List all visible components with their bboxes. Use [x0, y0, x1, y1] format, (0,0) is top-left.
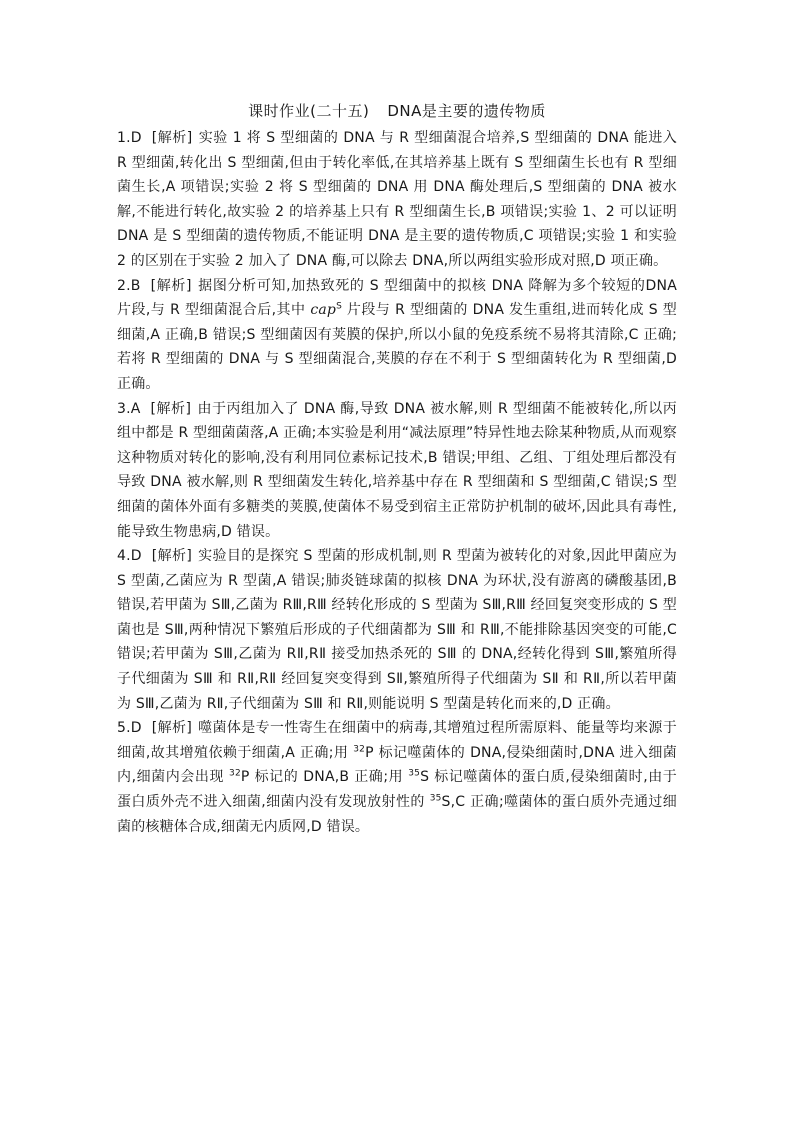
analysis-tag: [解析] [151, 720, 192, 737]
analysis-text: S,C 正确;噬菌体的蛋白质外壳通过细菌的核糖体合成,细菌无内质网,D 错误。 [117, 794, 677, 835]
answer-number: 4.D [117, 548, 142, 565]
title-lesson: 课时作业(二十五) [248, 102, 370, 120]
answer-number: 3.A [117, 400, 141, 417]
superscript: 32 [229, 768, 241, 779]
answer-item [117, 544, 677, 716]
analysis-text: 实验目的是探究 S 型菌的形成机制,则 R 型菌为被转化的对象,因此甲菌应为 S 型菌,乙菌应为 R 型菌,A 错误;肺炎链球菌的拟核 DNA 为环状,没有游离的磷酸基团,B 错误,若甲菌为 SⅢ,乙菌为 RⅢ,RⅢ 经转化形成的 S 型菌为 SⅢ,RⅢ 经回复突变形成的 S 型菌也是 SⅢ,两种情况下繁殖后形成的子代细菌都为 SⅢ 和 RⅢ,不能排除基因突变的可能,C 错误;若甲菌为 SⅢ,乙菌为 RⅡ,RⅡ 接受加热杀死的 SⅢ 的 DNA,经转化得到 SⅢ,繁殖所得子代细菌为 SⅢ 和 RⅡ,RⅡ 经回复突变得到 SⅡ,繁殖所得子代细菌为 SⅡ 和 RⅡ,所以若甲菌为 SⅢ,乙菌为 RⅡ,子代细菌为 SⅢ 和 RⅡ,则能说明 S 型菌是转化而来的,D 正确。 [117, 548, 677, 712]
superscript: 35 [429, 793, 442, 804]
analysis-tag: [解析] [151, 130, 193, 146]
analysis-tag: [解析] [151, 548, 192, 565]
analysis-text: S 标记噬菌体的蛋白质,侵染细菌时,由于蛋白质外壳不进入细菌,细菌内没有发现放射性的 [117, 769, 677, 811]
italic-term: cap [310, 302, 337, 319]
analysis-text: 实验 1 将 S 型细菌的 DNA 与 R 型细菌混合培养,S 型细菌的 DNA 能进入 R 型细菌,转化出 S 型细菌,但由于转化率低,在其培养基上既有 S 型细菌生长也有 R 型细菌生长,A 项错误;实验 2 将 S 型细菌的 DNA 用 DNA 酶处理后,S 型细菌的 DNA 被水解,不能进行转化,故实验 2 的培养基上只有 R 型细菌生长,B 项错误;实验 1、2 可以证明 DNA 是 S 型细菌的遗传物质,不能证明 DNA 是主要的遗传物质,C 项错误;实验 1 和实验 2 的区别在于实验 2 加入了 DNA 酶,可以除去 DNA,所以两组实验形成对照,D 项正确。 [117, 130, 677, 269]
answer-number: 5.D [117, 720, 142, 737]
analysis-text: 噬菌体是专一性寄生在细菌中的病毒,其增殖过程所需原料、能量等均来源于细菌,故其增殖依赖于细菌,A 正确;用 [117, 720, 677, 761]
superscript: S [336, 301, 343, 312]
answer-item [117, 274, 677, 397]
analysis-tag: [解析] [150, 277, 192, 294]
answer-number: 1.D [117, 130, 142, 146]
analysis-text: P 标记的 DNA,B 正确;用 [240, 769, 409, 786]
document-page [117, 98, 677, 839]
answer-item [117, 126, 677, 274]
analysis-tag: [解析] [150, 400, 192, 417]
analysis-text: 片段与 R 型细菌的 DNA 发生重组,进而转化成 S 型细菌,A 正确,B 错误;S 型细菌因有荚膜的保护,所以小鼠的免疫系统不易将其清除,C 正确;若将 R 型细菌的 DNA 与 S 型细菌混合,荚膜的存在不利于 S 型细菌转化为 R 型细菌,D 正确。 [117, 302, 677, 392]
analysis-text: 据图分析可知,加热致死的 S 型细菌中的拟核 DNA 降解为多个较短的DNA 片段,与 R 型细菌混合后,其中 [117, 277, 677, 319]
answer-number: 2.B [117, 277, 141, 294]
answer-item [117, 397, 677, 545]
answer-list [117, 126, 677, 839]
page-title [117, 98, 677, 124]
title-topic: DNA是主要的遗传物质 [387, 102, 546, 120]
analysis-text: P 标记噬菌体的 DNA,侵染细菌时,DNA 进入细菌内,细菌内会出现 [117, 744, 677, 786]
analysis-text: 由于丙组加入了 DNA 酶,导致 DNA 被水解,则 R 型细菌不能被转化,所以丙组中都是 R 型细菌菌落,A 正确;本实验是利用“减法原理”特异性地去除某种物质,从而观察这种物质对转化的影响,没有利用同位素标记技术,B 错误;甲组、乙组、丁组处理后都没有导致 DNA 被水解,则 R 型细菌发生转化,培养基中存在 R 型细菌和 S 型细菌,C 错误;S 型细菌的菌体外面有多糖类的荚膜,使菌体不易受到宿主正常防护机制的破坏,因此具有毒性,能导致生物患病,D 错误。 [117, 400, 677, 540]
superscript: 32 [353, 744, 366, 755]
superscript: 35 [408, 768, 421, 779]
answer-item [117, 716, 677, 839]
